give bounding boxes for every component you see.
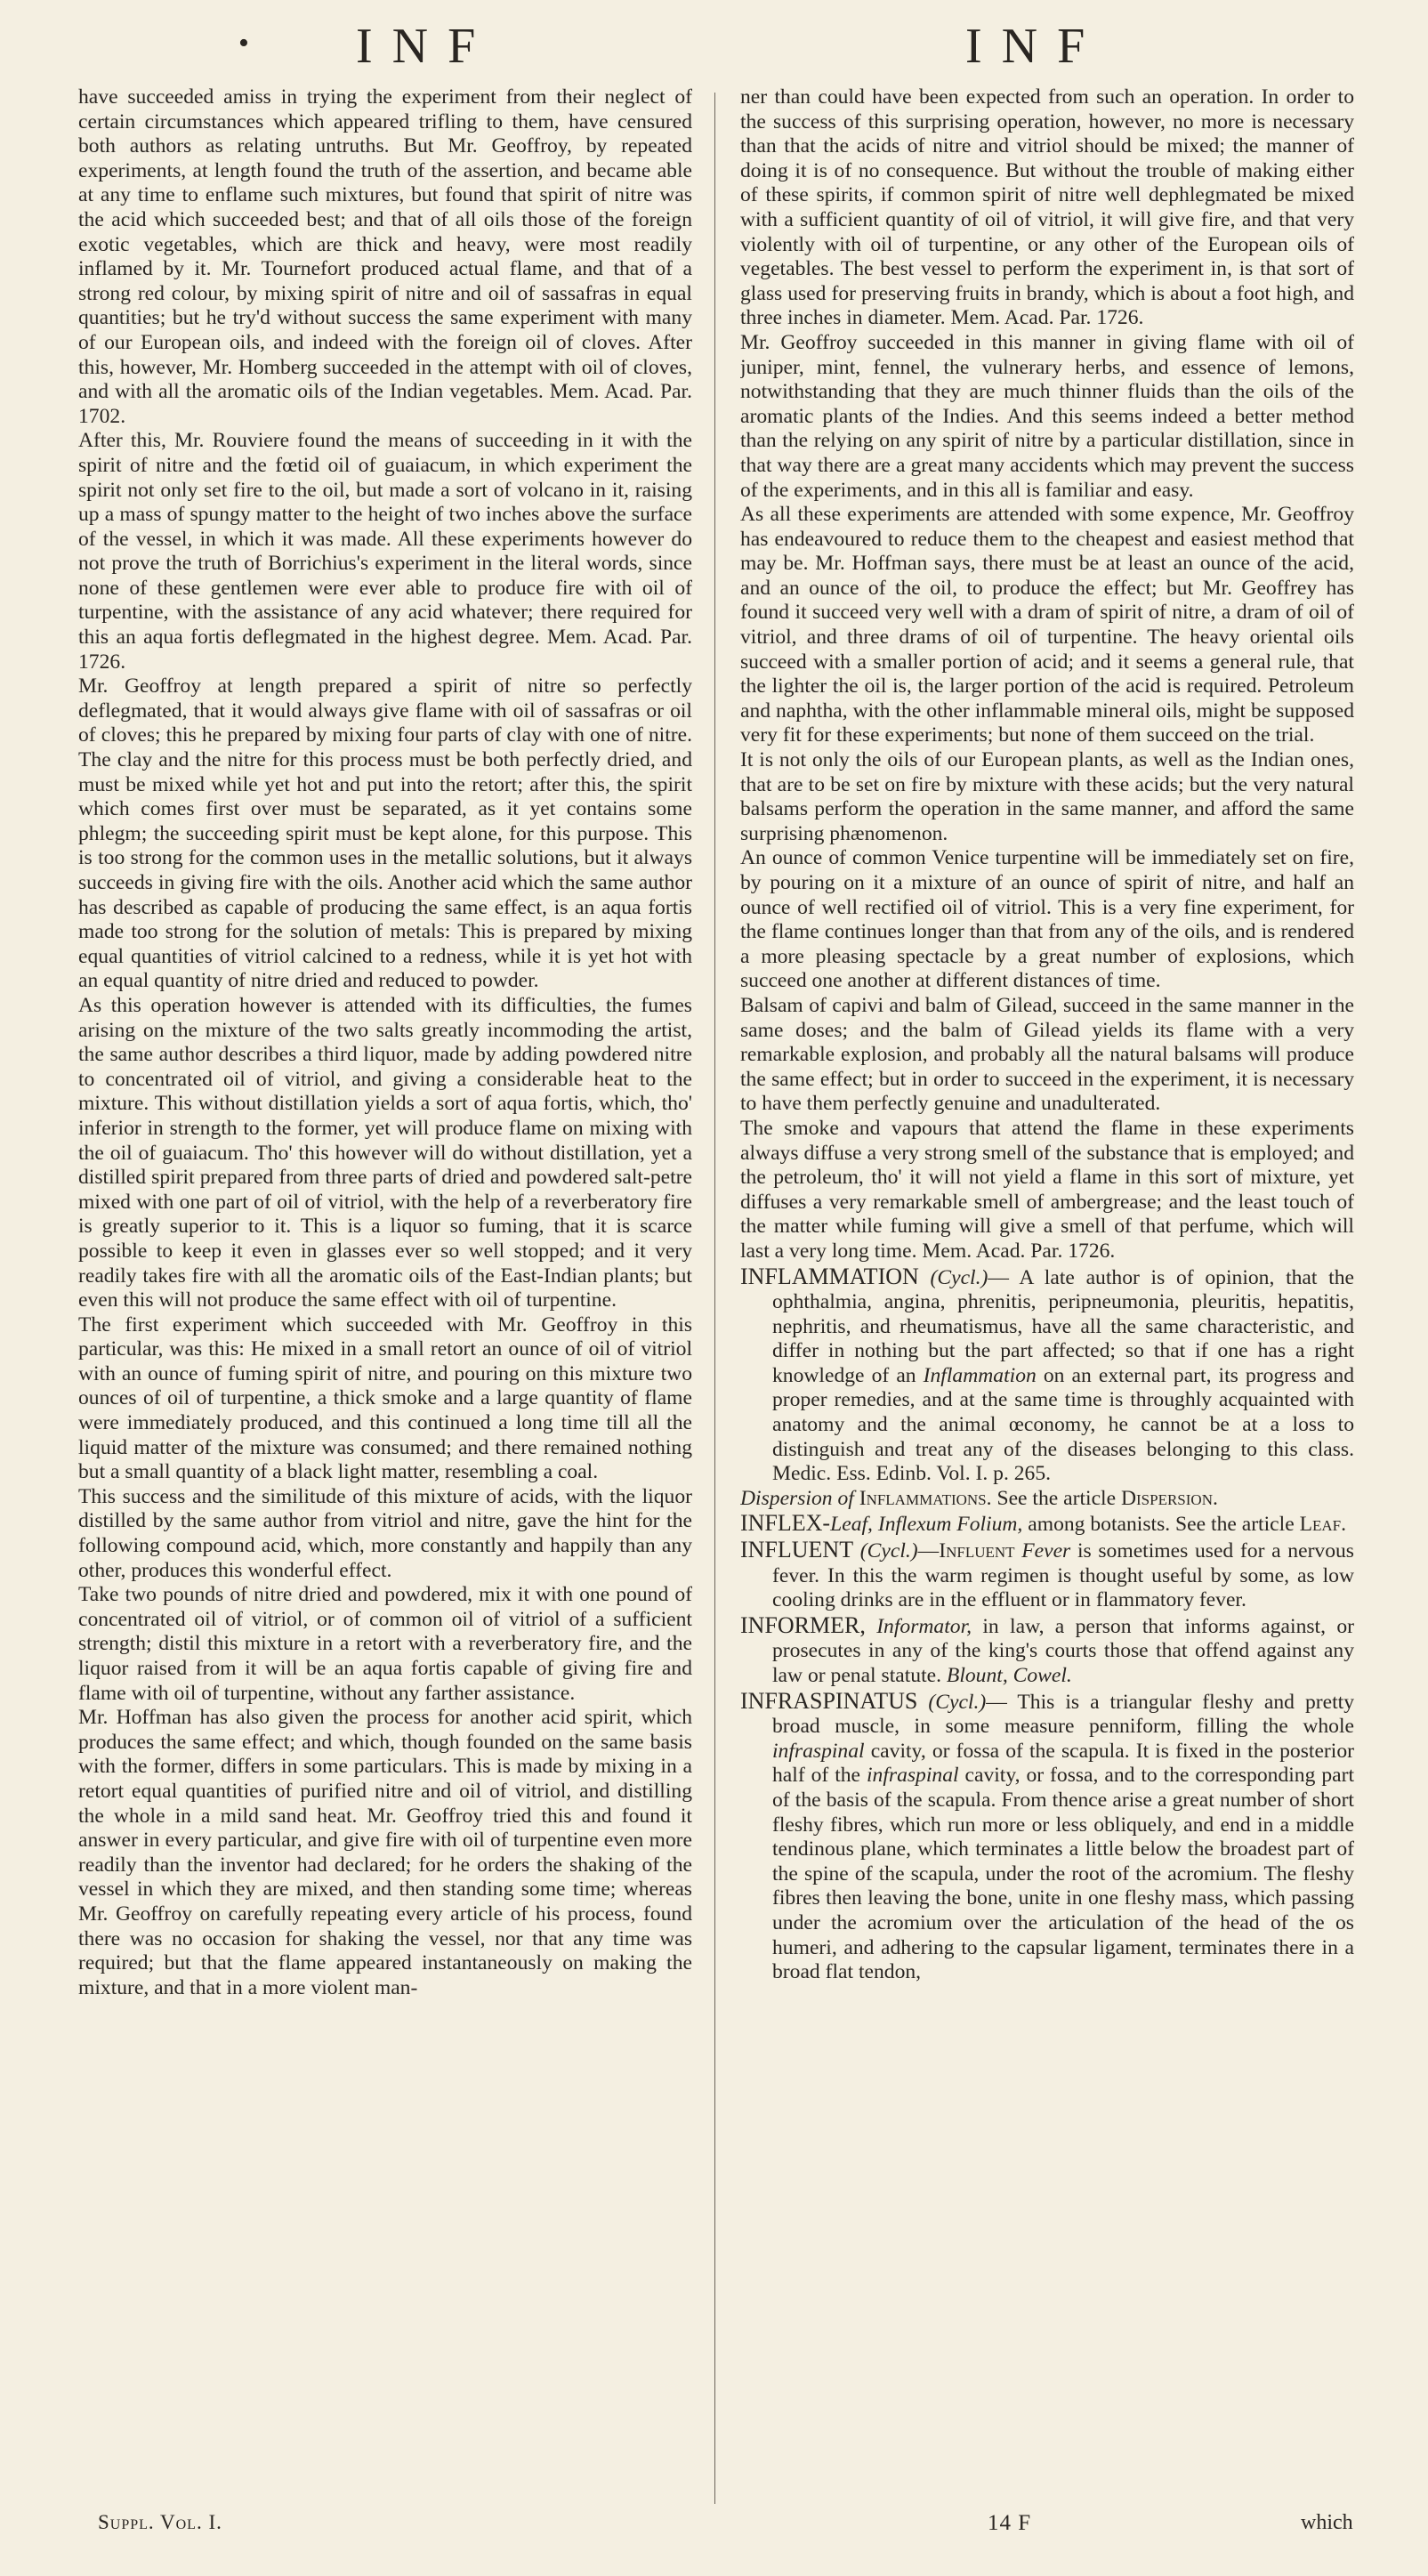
- entry-text: on an external part, its progress and proper remedies, and at the same time is throughly acquainted with anatomy and the animal œconomy, he cannot be at a loss to distinguish and treat any of the diseases belonging to this class. Medic. Ess. Edinb. Vol. I. p. 265.: [772, 1363, 1354, 1486]
- header-dot: •: [238, 27, 249, 60]
- left-column: [78, 85, 692, 2506]
- entry-small-caps: Influent: [939, 1539, 1015, 1563]
- page-footer: [0, 2511, 1428, 2550]
- entry-text: See the article: [991, 1486, 1121, 1510]
- header-right-guide-word: INF: [965, 19, 1105, 74]
- entry-source: (Cycl.): [930, 1265, 988, 1289]
- entry-headword: INFLAMMATION: [740, 1263, 919, 1289]
- entry-infraspinatus: [740, 1689, 1354, 1985]
- entry-inflex-leaf: [740, 1511, 1354, 1538]
- entry-italic-term: Leaf, Inflexum Folium,: [830, 1513, 1023, 1537]
- right-column: [740, 85, 1354, 2506]
- entry-source: (Cycl.): [853, 1539, 918, 1563]
- entry-text: among botanists. See the article: [1022, 1513, 1300, 1537]
- entry-text: — A late author is of opinion, that the ophthalmia, angina, phrenitis, peripneumonia, pleuritis, hepatitis, nephritis, and rheumatismus, have all the same characteristic, and differ in nothing but the part affected; so that if one has a right knowledge of an: [772, 1265, 1354, 1387]
- entry-text: — This is a triangular fleshy and pretty broad muscle, in some measure penniform, filling the whole: [772, 1690, 1354, 1739]
- entry-influent: [740, 1538, 1354, 1613]
- entry-headword: INFORMER,: [740, 1611, 866, 1638]
- column-divider: [714, 93, 715, 2504]
- paragraph: The first experiment which succeeded with Mr. Geoffroy in this particular, was this: He mixed in a small retort an ounce of oil of vitriol with an ounce of fuming spirit of nitre, and pouring on this mixture two ounces of oil of turpentine, a thick smoke and a large quantity of flame were immediately produced, and this continued a long time till all the liquid matter of the mixture was consumed; and there remained nothing but a small quantity of a black light matter, resembling a coal.: [78, 1312, 692, 1484]
- entry-text: —: [917, 1539, 940, 1563]
- paragraph: The smoke and vapours that attend the flame in these experiments always diffuse a very strong smell of the substance that is employed; and the petroleum, tho' it will not yield a flame in this sort of mixture, yet diffuses a very remarkable smell of ambergrease; and the least touch of the matter while fuming will give a smell of that perfume, which will last a very long time. Mem. Acad. Par. 1726.: [740, 1116, 1354, 1263]
- entry-text: is sometimes used for a nervous fever. In this the warm regimen is thought useful by some, as low cooling drinks are in the effluent or in flammatory fever.: [772, 1539, 1354, 1612]
- paragraph: Mr. Geoffroy at length prepared a spirit of nitre so perfectly deflegmated, that it would always give flame with oil of sassafras or oil of cloves; this he prepared by mixing four parts of clay with one of nitre. The clay and the nitre for this process must be both perfectly dried, and must be mixed while yet hot and put into the retort; after this, the spirit which comes first over must be separated, as it yet contains some phlegm; the succeeding spirit must be kept alone, for this purpose. This is too strong for the common uses in the metallic solutions, but it always succeeds in giving fire with the oils. Another acid which the same author has described as capable of producing the same effect, is an aqua fortis made too strong for the solution of metals: This is prepared by mixing equal quantities of vitriol calcined to a redness, while it is yet hot with an equal quantity of nitre dried and reduced to powder.: [78, 674, 692, 993]
- entry-italic-term: Informator,: [865, 1614, 972, 1638]
- entry-headword: INFLUENT: [740, 1537, 854, 1563]
- paragraph: Take two pounds of nitre dried and powdered, mix it with one pound of concentrated oil of vitriol, or of common oil of vitriol of a sufficient strength; distil this mixture in a retort with a reverberatory fire, and the liquor raised from it will be an aqua fortis capable of giving fire and flame with oil of turpentine, without any farther assistance.: [78, 1583, 692, 1705]
- paragraph: After this, Mr. Rouviere found the means of succeeding in it with the spirit of nitre and the fœtid oil of guaiacum, in which experiment the spirit not only set fire to the oil, but made a sort of volcano in it, raising up a mass of spungy matter to the height of two inches above the surface of the vessel, in which it was made. All these experiments however do not prove the truth of Borrichius's experiment in the literal words, since none of these gentlemen were ever able to produce fire with oil of turpentine, with the assistance of any acid whatever; there required for this an aqua fortis deflegmated in the highest degree. Mem. Acad. Par. 1726.: [78, 429, 692, 674]
- entry-cross-reference: Leaf.: [1299, 1513, 1347, 1537]
- entry-text: in law, a person that informs against, or prosecutes in any of the king's courts those that offend against any law or penal statute.: [772, 1614, 1354, 1687]
- entry-source: (Cycl.): [917, 1690, 987, 1714]
- paragraph: Mr. Geoffroy succeeded in this manner in giving flame with oil of juniper, mint, fennel, the vulnerary herbs, and essence of lemons, notwithstanding that they are much thinner fluids than the oils of the aromatic plants of the Indies. And this seems indeed a better method than the relying on any spirit of nitre by a particular distillation, since in that way there are a great many accidents which may prevent the success of the experiments, and in this all is familiar and easy.: [740, 330, 1354, 502]
- entry-text: cavity, or fossa, and to the corresponding part of the basis of the scapula. From thence arise a great number of short fleshy fibres, which run more or less obliquely, and end in a middle tendinous plane, which terminates a little below the broadest part of the spine of the scapula, under the root of the acromium. The fleshy fibres then leaving the bone, unite in one fleshy mass, which passing under the acromium over the articulation of the head of the os humeri, and adhering to the capsular ligament, terminates there in a broad flat tendon,: [772, 1764, 1354, 1984]
- entry-informer: [740, 1613, 1354, 1689]
- paragraph: have succeeded amiss in trying the experiment from their neglect of certain circumstances which appeared trifling to them, have censured both authors as relating untruths. But Mr. Geoffroy, by repeated experiments, at length found the truth of the assertion, and became able at any time to enflame such mixtures, but found that spirit of nitre was the acid which succeeded best; and that of all oils those of the foreign exotic vegetables, which are thick and heavy, were most readily inflamed by it. Mr. Tournefort produced actual flame, and that of a strong red colour, by mixing spirit of nitre and oil of sassafras in equal quantities; but he try'd without success the same experiment with many of our European oils, and indeed with the foreign oil of cloves. After this, however, Mr. Homberg succeeded in the attempt with oil of cloves, and with all the aromatic oils of the Indian vegetables. Mem. Acad. Par. 1702.: [78, 85, 692, 428]
- volume-signature: Suppl. Vol. I.: [98, 2511, 222, 2533]
- entry-italic-term: Fever: [1014, 1539, 1071, 1563]
- paragraph: Mr. Hoffman has also given the process for another acid spirit, which produces the same effect; and which, though founded on the same basis with the former, differs in some particulars. This is made by mixing in a retort equal quantities of purified nitre and oil of vitriol, and distilling the whole in a mild sand heat. Mr. Geoffroy tried this and found it answer in every particular, and give fire with oil of turpentine even more readily than the inventor had declared; for he orders the shaking of the vessel in which they are mixed, and then standing some time; whereas Mr. Geoffroy on carefully repeating every article of his process, found there was no occasion for shaking the vessel, nor that any time was required; but that the flame appeared instantaneously on making the mixture, and that in a more violent man-: [78, 1706, 692, 1999]
- entry-cross-reference: Dispersion.: [1120, 1486, 1218, 1510]
- entry-dispersion: [740, 1487, 1354, 1512]
- header-left-guide-word: INF: [356, 19, 496, 74]
- entry-citation: Blount, Cowel.: [946, 1664, 1072, 1687]
- entry-italic-term: infraspinal: [866, 1764, 959, 1788]
- entry-inflammation: [740, 1264, 1354, 1487]
- paragraph: ner than could have been expected from such an operation. In order to the success of this surprising operation, however, no more is necessary than that the acids of nitre and vitriol should be mixed; the manner of doing it is of no consequence. But without the trouble of making either of these spirits, if common spirit of nitre well dephlegmated be mixed with a sufficient quantity of oil of vitriol, it will give fire, and that very violently with oil of turpentine, or any other of the European oils of vegetables. The best vessel to perform the experiment in, is that sort of glass used for preserving fruits in brandy, which is about a foot high, and three inches in diameter. Mem. Acad. Par. 1726.: [740, 85, 1354, 330]
- entry-headword: INFLEX-: [740, 1510, 831, 1537]
- gathering-signature: 14 F: [988, 2511, 1032, 2535]
- paragraph: As all these experiments are attended with some expence, Mr. Geoffroy has endeavoured to reduce them to the cheapest and easiest method that may be. Mr. Hoffman says, there must be at least an ounce of the acid, and an ounce of the oil, to produce the effect; but Mr. Geoffrey has found it succeed very well with a dram of spirit of nitre, a dram of oil of vitriol, and three drams of oil of turpentine. The heavy oriental oils succeed with a smaller portion of acid; and it seems a general rule, that the lighter the oil is, the larger portion of the acid is required. Petroleum and naphtha, with the other inflammable mineral oils, might be supposed very fit for these experiments; but none of them succeed on the trial.: [740, 503, 1354, 747]
- paragraph: This success and the similitude of this mixture of acids, with the liquor distilled by the same author from vitriol and nitre, gave the hint for the following compound acid, which, more constantly and happily than any other, produces this wonderful effect.: [78, 1484, 692, 1582]
- paragraph: Balsam of capivi and balm of Gilead, succeed in the same manner in the same doses; and the balm of Gilead yields its flame with a very remarkable explosion, and probably all the natural balsams will produce the same effect; but in order to succeed in the experiment, it is necessary to have them perfectly genuine and unadulterated.: [740, 993, 1354, 1116]
- entry-headword: INFRASPINATUS: [740, 1687, 918, 1714]
- entry-small-caps: Inflammations.: [853, 1486, 992, 1510]
- entry-italic-term: Inflammation: [923, 1363, 1037, 1387]
- entry-text: cavity, or fossa of the scapula. It is fixed in the posterior half of the: [772, 1739, 1354, 1788]
- paragraph: It is not only the oils of our European plants, as well as the Indian ones, that are to be set on fire by mixture with these acids; but the very natural balsams perform the operation in the same manner, and afford the same surprising phænomenon.: [740, 748, 1354, 845]
- paragraph: As this operation however is attended with its difficulties, the fumes arising on the mixture of the two salts greatly incommoding the artist, the same author describes a third liquor, made by adding powdered nitre to concentrated oil of vitriol, and giving a considerable heat to the mixture. This without distillation yields a sort of aqua fortis, which, tho' inferior in strength to the former, yet will produce flame on mixing with the oil of guaiacum. Tho' this however will do without distillation, yet a distilled spirit prepared from three parts of dried and powdered salt-petre mixed with one part of oil of vitriol, with the help of a reverberatory fire is greatly superior to it. This is a liquor so fuming, that it is scarce possible to keep it even in glasses ever so well stopped; and it very readily takes fire with all the aromatic oils of the East-Indian plants; but even this will not produce the same effect with oil of turpentine.: [78, 993, 692, 1312]
- entry-italic-term: Dispersion of: [740, 1486, 854, 1510]
- entry-italic-term: infraspinal: [772, 1739, 865, 1763]
- catchword: which: [1301, 2511, 1353, 2534]
- running-header: [0, 20, 1428, 73]
- paragraph: An ounce of common Venice turpentine will be immediately set on fire, by pouring on it a mixture of an ounce of spirit of nitre, and half an ounce of well rectified oil of vitriol. This is a very fine experiment, for the flame continues longer than that from any of the oils, and is rendered a more pleasing spectacle by a great number of explosions, which succeed one another at different distances of time.: [740, 846, 1354, 993]
